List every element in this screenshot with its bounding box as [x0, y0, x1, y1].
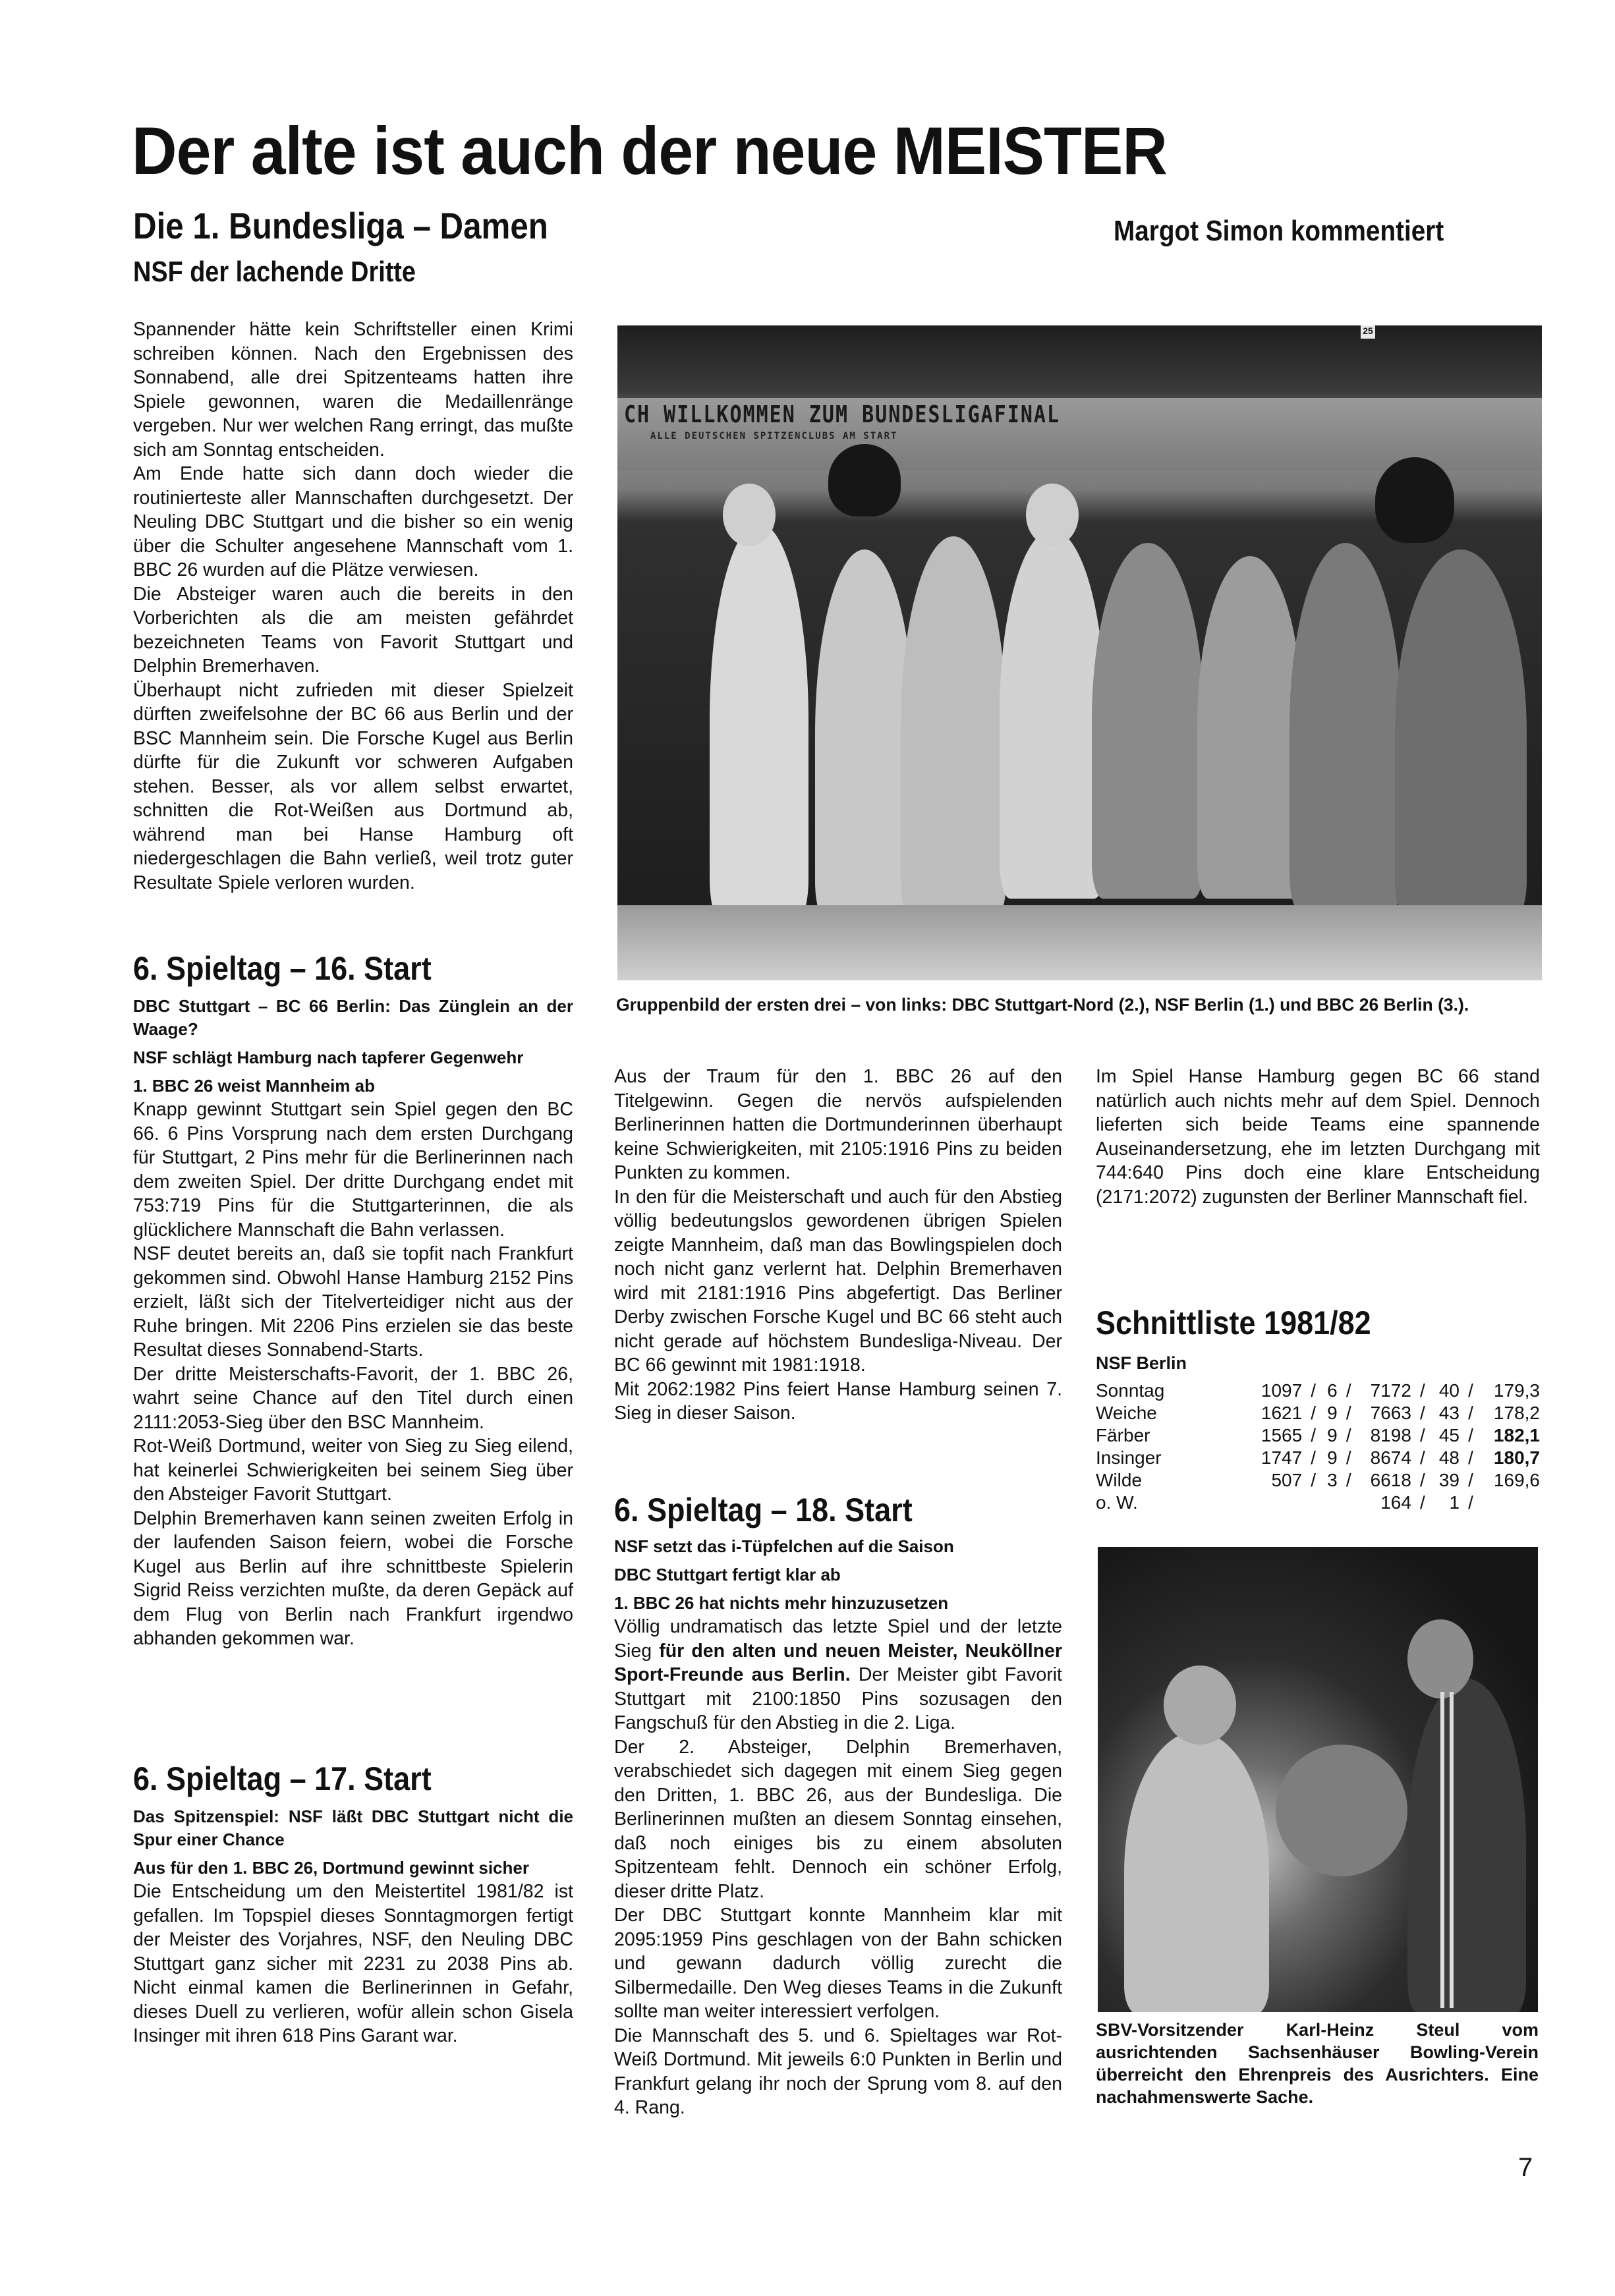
pins-value: 507	[1271, 1470, 1303, 1490]
section-17-continued	[614, 1065, 1062, 1426]
pins-value: 1565	[1261, 1425, 1303, 1445]
separator: /	[1420, 1403, 1425, 1423]
table-row	[1096, 1469, 1540, 1492]
article-subhead: Die 1. Bundesliga – Damen	[133, 205, 548, 246]
player-name: Färber	[1096, 1425, 1150, 1445]
games-value: 9	[1327, 1403, 1338, 1423]
lane-floor	[617, 905, 1542, 980]
player-figure	[1000, 530, 1105, 899]
separator: /	[1420, 1492, 1425, 1513]
team-group-photo	[617, 325, 1542, 980]
separator: /	[1311, 1403, 1317, 1423]
section-subhead: NSF schlägt Hamburg nach tapferer Gegenwehr	[133, 1048, 524, 1067]
section-subhead: 1. BBC 26 weist Mannheim ab	[133, 1076, 375, 1096]
person-figure	[1124, 1731, 1269, 2012]
intro-paragraph: Überhaupt nicht zufrieden mit dieser Spielzeit dürften zweifelsohne der BC 66 aus Berlin und der BSC Mannheim sein. Die Forsche Kugel aus Berlin dürfte für die Zukunft vor schweren Aufgaben stehen. Besser, als vor allem selbst erwartet, schnitten die Rot-Weißen aus Dortmund ab, während man bei Hanse Hamburg oft niedergeschlagen die Bahn verließ, weil trotz guter Resultate Spiele verloren wurden.	[133, 679, 573, 893]
total-pins-value: 7663	[1370, 1403, 1411, 1423]
separator: /	[1420, 1380, 1425, 1401]
section-paragraph: NSF deutet bereits an, daß sie topfit nach Frankfurt gekommen sind. Obwohl Hanse Hamburg 2152 Pins erzielt, läßt sich der Titelverteidiger nicht aus der Ruhe bringen. Mit 2206 Pins erzielen sie das beste Resultat dieses Sonnabend-Starts.	[133, 1243, 573, 1360]
total-games-value: 48	[1438, 1447, 1460, 1468]
schnittliste-team: NSF Berlin	[1096, 1353, 1187, 1373]
paragraph-text: Der Meister gibt Favorit Stuttgart mit 2100:1850 Pins sozusagen den Fangschuß für den Abstieg in die 2. Liga.	[614, 1664, 1062, 1733]
section-paragraph: Mit 2062:1982 Pins feiert Hanse Hamburg seinen 7. Sieg in dieser Saison.	[614, 1378, 1062, 1424]
table-row	[1096, 1402, 1540, 1424]
section-paragraph: In den für die Meisterschaft und auch für den Abstieg völlig bedeutungslos gewordenen übrigen Spielen zeigte Mannheim, daß man das Bowlingspielen doch noch nicht ganz verlernt hat. Delphin Bremerhaven wird mit 2181:1916 Pins abgefertigt. Das Berliner Derby zwischen Forsche Kugel und BC 66 steht auch nicht gerade auf höchstem Bundesliga-Niveau. Der BC 66 gewinnt mit 1981:1918.	[614, 1186, 1062, 1376]
tracksuit-stripe	[1450, 1692, 1454, 2008]
games-value: 6	[1327, 1380, 1338, 1401]
section-title: 6. Spieltag – 18. Start	[614, 1492, 913, 1528]
tracksuit-stripe	[1440, 1692, 1444, 2008]
separator: /	[1346, 1447, 1351, 1468]
total-pins-value: 8674	[1370, 1447, 1411, 1468]
section-subhead: Das Spitzenspiel: NSF läßt DBC Stuttgart nicht die Spur einer Chance	[133, 1806, 573, 1849]
section-18-start	[614, 1490, 1062, 2120]
total-games-value: 40	[1438, 1380, 1460, 1401]
total-games-value: 43	[1438, 1403, 1460, 1423]
total-games-value: 1	[1449, 1492, 1460, 1513]
total-pins-value: 8198	[1370, 1425, 1411, 1445]
average-value: 179,3	[1493, 1380, 1540, 1401]
total-games-value: 39	[1438, 1470, 1460, 1490]
person-head	[1164, 1666, 1236, 1745]
section-paragraph: Der dritte Meisterschafts-Favorit, der 1. BBC 26, wahrt seine Chance auf den Titel durch einen 2111:2053-Sieg über den BSC Mannheim.	[133, 1363, 573, 1433]
intro-paragraph: Spannender hätte kein Schriftsteller einen Krimi schreiben können. Nach den Ergebnissen des Sonnabend, alle drei Spitzenteams hatten ihre Spiele gewonnen, waren die Medaillenränge vergeben. Nur wer welchen Rang erringt, das mußte sich am Sonntag entscheiden.	[133, 319, 573, 461]
page-number: 7	[1518, 2153, 1533, 2182]
banner-text: CH WILLKOMMEN ZUM BUNDESLIGAFINAL	[624, 401, 1061, 429]
section-title: 6. Spieltag – 17. Start	[133, 1760, 432, 1797]
person-head	[1407, 1619, 1473, 1698]
separator: /	[1346, 1470, 1351, 1490]
player-name: Sonntag	[1096, 1380, 1165, 1401]
schnittliste-title: Schnittliste 1981/82	[1096, 1304, 1371, 1341]
total-games-value: 45	[1438, 1425, 1460, 1445]
lane-number: 25	[1361, 325, 1375, 339]
pins-value	[1251, 1492, 1302, 1514]
intro-paragraph: Am Ende hatte sich dann doch wieder die routinierteste aller Mannschaften durchgesetzt. Der Neuling DBC Stuttgart und die bisher so ein wenig über die Schulter angesehene Mannschaft vom 1. BBC 26 wurden auf die Plätze verwiesen.	[133, 463, 573, 580]
banner-subtext: ALLE DEUTSCHEN SPITZENCLUBS AM START	[650, 431, 898, 441]
separator: /	[1311, 1380, 1317, 1401]
player-figure	[1395, 549, 1527, 918]
total-pins-value: 164	[1380, 1492, 1411, 1513]
separator: /	[1420, 1447, 1425, 1468]
separator: /	[1346, 1403, 1351, 1423]
section-subhead: DBC Stuttgart – BC 66 Berlin: Das Zünglein an der Waage?	[133, 996, 573, 1039]
section-paragraph: Knapp gewinnt Stuttgart sein Spiel gegen den BC 66. 6 Pins Vorsprung nach dem ersten Durchgang für Stuttgart, 2 Pins mehr für die Berlinerinnen nach dem zweiten Spiel. Der dritte Durchgang endet mit 753:719 Pins für die Stuttgarterinnen, die als glücklichere Mannschaft die Bahn verlassen.	[133, 1099, 573, 1241]
player-figure	[710, 523, 808, 918]
section-17-start	[133, 1759, 573, 2048]
games-value	[1324, 1492, 1338, 1514]
average-value: 178,2	[1493, 1403, 1540, 1423]
article-tagline: NSF der lachende Dritte	[133, 256, 416, 288]
table-row	[1096, 1424, 1540, 1447]
award-ceremony-photo	[1098, 1547, 1538, 2012]
separator: /	[1468, 1447, 1473, 1468]
table-row	[1096, 1380, 1540, 1402]
section-paragraph: Im Spiel Hanse Hamburg gegen BC 66 stand natürlich auch nichts mehr auf dem Spiel. Dennoch lieferten sich beide Teams eine spannende Auseinandersetzung, ehe im letzten Durchgang mit 744:640 Pins doch eine klare Entscheidung (2171:2072) zugunsten der Berliner Mannschaft fiel.	[1096, 1066, 1540, 1208]
pins-value: 1621	[1261, 1403, 1303, 1423]
section-paragraph: Der 2. Absteiger, Delphin Bremerhaven, verabschiedet sich dagegen mit einem Sieg gegen den Dritten, 1. BBC 26, aus der Bundesliga. Die Berlinerinnen mußten an diesem Sonntag einsehen, daß noch einiges bis zu einem absoluten Spitzenteam fehlt. Dennoch ein schöner Erfolg, dieser dritte Platz.	[614, 1736, 1062, 1902]
section-subhead: NSF setzt das i-Tüpfelchen auf die Saison	[614, 1536, 954, 1556]
section-paragraph: Aus der Traum für den 1. BBC 26 auf den Titelgewinn. Gegen die nervös aufspielenden Berlinerinnen hatten die Dortmunderinnen überhaupt keine Schwierigkeiten, mit 2105:1916 Pins zu beiden Punkten zu kommen.	[614, 1066, 1062, 1183]
schnittliste-table	[1096, 1380, 1540, 1514]
player-figure	[1092, 543, 1204, 899]
section-subhead: Aus für den 1. BBC 26, Dortmund gewinnt sicher	[133, 1858, 529, 1878]
section-subhead: DBC Stuttgart fertigt klar ab	[614, 1565, 841, 1584]
section-paragraph	[614, 1615, 1062, 1735]
separator: /	[1468, 1380, 1473, 1401]
separator: /	[1346, 1425, 1351, 1445]
section-paragraph: Die Entscheidung um den Meistertitel 1981/82 ist gefallen. Im Topspiel dieses Sonntagmorgen fertigt der Meister des Vorjahres, NSF, den Neuling DBC Stuttgart ganz sicher mit 2231 zu 2038 Pins ab. Nicht einmal kamen die Berlinerinnen in Gefahr, dieses Duell zu verlieren, wofür allein schon Gisela Insinger mit ihren 618 Pins Garant war.	[133, 1881, 573, 2046]
player-hair	[828, 444, 901, 517]
total-pins-value: 7172	[1370, 1380, 1411, 1401]
pins-value: 1747	[1261, 1447, 1303, 1468]
intro-column	[133, 318, 573, 895]
separator: /	[1311, 1470, 1317, 1490]
section-18-continued	[1096, 1065, 1540, 1209]
player-figure	[815, 549, 914, 918]
separator: /	[1311, 1447, 1317, 1468]
player-figure	[901, 536, 1006, 918]
player-figure	[1289, 543, 1402, 912]
average-value: 169,6	[1493, 1470, 1540, 1490]
flower-bouquet	[1276, 1745, 1407, 1876]
player-name: Insinger	[1096, 1447, 1162, 1468]
section-paragraph: Der DBC Stuttgart konnte Mannheim klar mit 2095:1959 Pins geschlagen von der Bahn schicken und gewann dadurch völlig zurecht die Silbermedaille. Den Weg dieses Teams in die Zukunft sollte man weiter interessiert verfolgen.	[614, 1905, 1062, 2022]
average-value-highlight: 180,7	[1493, 1447, 1540, 1468]
article-byline: Margot Simon kommentiert	[1114, 215, 1444, 247]
average-value	[1482, 1492, 1540, 1514]
player-head	[723, 484, 776, 546]
separator: /	[1468, 1470, 1473, 1490]
player-name: Wilde	[1096, 1470, 1143, 1490]
average-value-highlight: 182,1	[1493, 1425, 1540, 1445]
schnittliste-box	[1096, 1303, 1540, 1514]
section-paragraph: Rot-Weiß Dortmund, weiter von Sieg zu Sieg eilend, hat keinerlei Schwierigkeiten bei seinem Sieg über den Absteiger Favorit Stuttgart.	[133, 1436, 573, 1505]
section-title: 6. Spieltag – 16. Start	[133, 950, 432, 987]
separator: /	[1311, 1425, 1317, 1445]
player-figure	[1197, 556, 1303, 899]
table-row	[1096, 1492, 1540, 1514]
section-paragraph: Die Mannschaft des 5. und 6. Spieltages war Rot-Weiß Dortmund. Mit jeweils 6:0 Punkten in Berlin und Frankfurt gelang ihr noch der Sprung vom 8. auf den 4. Rang.	[614, 2025, 1062, 2118]
separator: /	[1420, 1425, 1425, 1445]
paragraph-text: Völlig undramatisch das letzte Spiel und der letzte Sieg	[614, 1616, 1062, 1662]
player-name: o. W.	[1096, 1492, 1138, 1513]
total-pins-value: 6618	[1370, 1470, 1411, 1490]
pins-value: 1097	[1261, 1380, 1303, 1401]
photo-caption: Gruppenbild der ersten drei – von links: DBC Stuttgart-Nord (2.), NSF Berlin (1.) und BBC 26 Berlin (3.).	[616, 995, 1469, 1015]
games-value: 9	[1327, 1447, 1338, 1468]
games-value: 3	[1327, 1470, 1338, 1490]
section-subhead: 1. BBC 26 hat nichts mehr hinzuzusetzen	[614, 1593, 949, 1613]
games-value: 9	[1327, 1425, 1338, 1445]
photo-caption: SBV-Vorsitzender Karl-Heinz Steul vom ausrichtenden Sachsenhäuser Bowling-Verein überreicht den Ehrenpreis des Ausrichters. Eine nachahmenswerte Sache.	[1096, 2020, 1539, 2107]
intro-paragraph: Die Absteiger waren auch die bereits in den Vorberichten als die am meisten gefährdet bezeichneten Teams von Favorit Stuttgart und Delphin Bremerhaven.	[133, 583, 573, 677]
emphasis-text: für den alten und neuen Meister, Neuköllner Sport-Freunde aus Berlin.	[614, 1640, 1062, 1685]
player-head	[1026, 484, 1079, 546]
player-hair	[1375, 457, 1454, 543]
table-row	[1096, 1447, 1540, 1469]
separator: /	[1468, 1403, 1473, 1423]
separator: /	[1468, 1425, 1473, 1445]
separator: /	[1346, 1380, 1351, 1401]
separator: /	[1468, 1492, 1473, 1513]
article-headline: Der alte ist auch der neue MEISTER	[132, 113, 1167, 188]
player-name: Weiche	[1096, 1403, 1157, 1423]
person-figure	[1407, 1679, 1526, 2012]
separator-empty	[1338, 1492, 1360, 1514]
separator: /	[1420, 1470, 1425, 1490]
section-16-start	[133, 949, 573, 1651]
section-paragraph: Delphin Bremerhaven kann seinen zweiten Erfolg in der laufenden Saison feiern, wobei die Forsche Kugel aus Berlin auf ihre schnittbeste Spielerin Sigrid Reiss verzichten mußte, da deren Gepäck auf dem Flug von Berlin nach Frankfurt irgendwo abhanden gekommen war.	[133, 1507, 573, 1649]
separator-empty	[1302, 1492, 1324, 1514]
